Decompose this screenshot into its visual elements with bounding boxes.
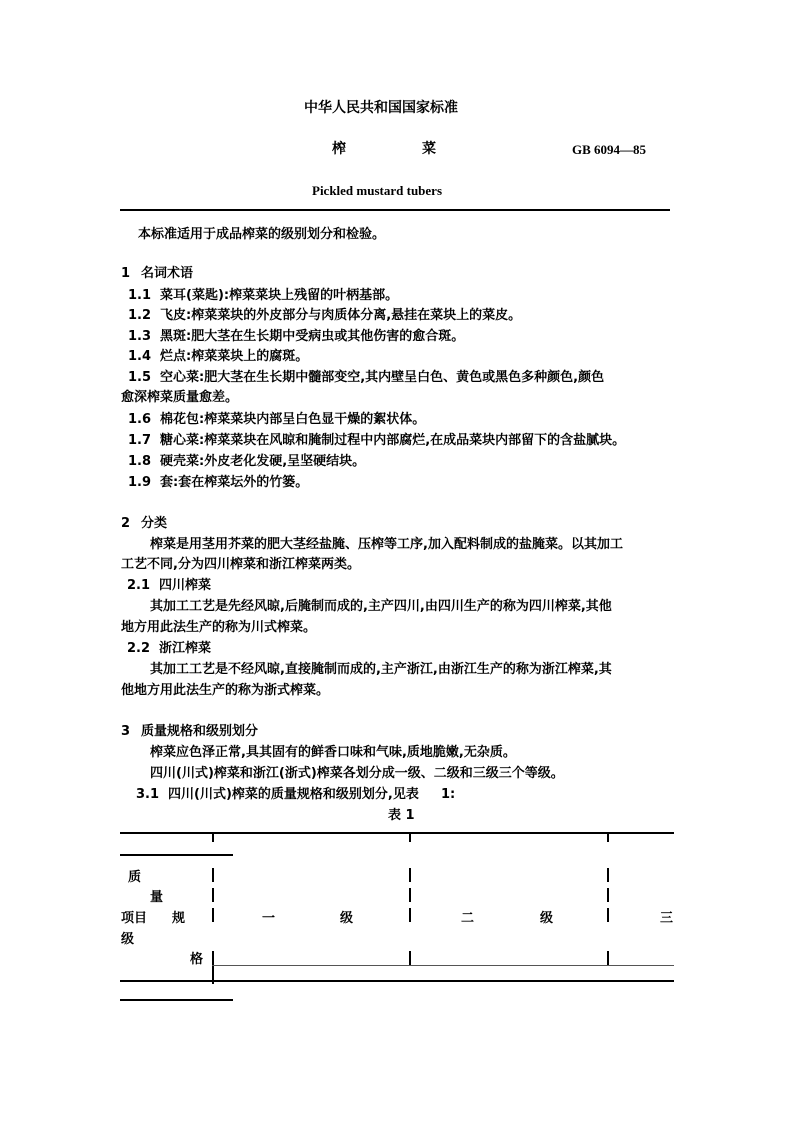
subsection-title: 四川榨菜 xyxy=(159,578,212,593)
table-header-xiangmu: 项目 xyxy=(121,911,148,926)
grade3-char-a: 三 xyxy=(660,911,674,926)
table-row-rule xyxy=(212,965,674,966)
grade1-char-b: 级 xyxy=(340,911,354,926)
table-lower-rule xyxy=(120,999,233,1001)
table-caption: 表 1 xyxy=(388,808,415,823)
table-col-divider xyxy=(212,868,214,882)
grade2-char-b: 级 xyxy=(540,911,554,926)
section2-para: 榨菜是用茎用芥菜的肥大茎经盐腌、压榨等工序,加入配料制成的盐腌菜。以其加工 xyxy=(150,537,623,552)
section3-title: 质量规格和级别划分 xyxy=(141,724,259,739)
subsection-para-cont: 地方用此法生产的称为川式榨菜。 xyxy=(121,620,317,635)
table-col-divider xyxy=(212,888,214,902)
section2-para-cont: 工艺不同,分为四川榨菜和浙江榨菜两类。 xyxy=(121,557,360,572)
standard-code: GB 6094—85 xyxy=(572,142,647,157)
section3-para: 四川(川式)榨菜和浙江(浙式)榨菜各划分成一级、二级和三级三个等级。 xyxy=(150,766,564,781)
item-num: 1.8 xyxy=(128,454,152,469)
subsection-para-cont: 他地方用此法生产的称为浙式榨菜。 xyxy=(121,683,330,698)
item-num: 1.9 xyxy=(128,475,152,490)
item-text: 烂点:榨菜菜块上的腐斑。 xyxy=(160,349,309,364)
item-text: 飞皮:榨菜菜块的外皮部分与肉质体分离,悬挂在菜块上的菜皮。 xyxy=(160,308,522,323)
table-header-bottom-rule xyxy=(120,980,674,982)
table-top-rule xyxy=(120,832,674,834)
table-col-divider xyxy=(607,868,609,882)
table-col-divider xyxy=(409,868,411,882)
table-header-ge: 格 xyxy=(190,952,204,967)
item-text: 黑斑:肥大茎在生长期中受病虫或其他伤害的愈合斑。 xyxy=(160,329,465,344)
title-char-1: 榨 xyxy=(332,141,346,157)
item-num: 1.4 xyxy=(128,349,152,364)
table-header-gui: 规 xyxy=(172,911,186,926)
table-col-divider xyxy=(409,951,411,965)
subsection-para: 其加工工艺是先经风晾,后腌制而成的,主产四川,由四川生产的称为四川榨菜,其他 xyxy=(150,599,612,614)
section1-num: 1 xyxy=(121,266,131,281)
section3-para: 榨菜应色泽正常,具其固有的鲜香口味和气味,质地脆嫩,无杂质。 xyxy=(150,745,516,760)
item-text: 套:套在榨菜坛外的竹篓。 xyxy=(160,475,309,490)
grade2-char-a: 二 xyxy=(461,911,475,926)
item-text: 棉花包:榨菜菜块内部呈白色显干燥的絮状体。 xyxy=(160,412,426,427)
table-header-ji-wrap: 级 xyxy=(121,932,135,947)
item-num: 1.7 xyxy=(128,433,152,448)
table-header-diag-rule xyxy=(120,854,233,856)
item-text: 空心菜:肥大茎在生长期中髓部变空,其内壁呈白色、黄色或黑色多种颜色,颜色 xyxy=(160,370,605,385)
subsection-num: 2.2 xyxy=(127,641,151,656)
item-text: 硬壳菜:外皮老化发硬,呈坚硬结块。 xyxy=(160,454,366,469)
english-title: Pickled mustard tubers xyxy=(312,183,442,198)
item-num: 1.5 xyxy=(128,370,152,385)
table-col-divider xyxy=(607,908,609,922)
item-num: 1.6 xyxy=(128,412,152,427)
table-header-zhi: 质 xyxy=(128,870,142,885)
item-num: 1.3 xyxy=(128,329,152,344)
header-rule xyxy=(120,209,670,211)
table-tick xyxy=(607,834,609,842)
item-num: 1.1 xyxy=(128,288,152,303)
table-col-divider xyxy=(409,888,411,902)
intro-text: 本标准适用于成品榨菜的级别划分和检验。 xyxy=(138,227,386,242)
section1-title: 名词术语 xyxy=(141,266,194,281)
table-col-divider xyxy=(409,908,411,922)
subsection-para: 其加工工艺是不经风晾,直接腌制而成的,主产浙江,由浙江生产的称为浙江榨菜,其 xyxy=(150,662,612,677)
subsection-title: 浙江榨菜 xyxy=(159,641,212,656)
item-num: 1.2 xyxy=(128,308,152,323)
grade1-char-a: 一 xyxy=(262,911,276,926)
section2-title: 分类 xyxy=(141,516,168,531)
item-text: 糖心菜:榨菜菜块在风晾和腌制过程中内部腐烂,在成品菜块内部留下的含盐腻块。 xyxy=(160,433,626,448)
section2-num: 2 xyxy=(121,516,131,531)
table-ref: 1: xyxy=(441,787,456,802)
section3-num: 3 xyxy=(121,724,131,739)
table-col-divider xyxy=(607,951,609,965)
standard-org: 中华人民共和国国家标准 xyxy=(304,100,458,116)
table-tick xyxy=(212,834,214,842)
table-col-divider xyxy=(212,951,214,965)
table-col-divider xyxy=(607,888,609,902)
subsection-text: 四川(川式)榨菜的质量规格和级别划分,见表 xyxy=(168,787,419,802)
table-tick xyxy=(409,834,411,842)
title-char-2: 菜 xyxy=(422,141,436,157)
table-col-divider xyxy=(212,908,214,922)
item-text-cont: 愈深榨菜质量愈差。 xyxy=(121,390,239,405)
subsection-num: 3.1 xyxy=(136,787,160,802)
item-text: 菜耳(菜匙):榨菜菜块上残留的叶柄基部。 xyxy=(160,288,399,303)
table-header-liang: 量 xyxy=(150,890,164,905)
subsection-num: 2.1 xyxy=(127,578,151,593)
